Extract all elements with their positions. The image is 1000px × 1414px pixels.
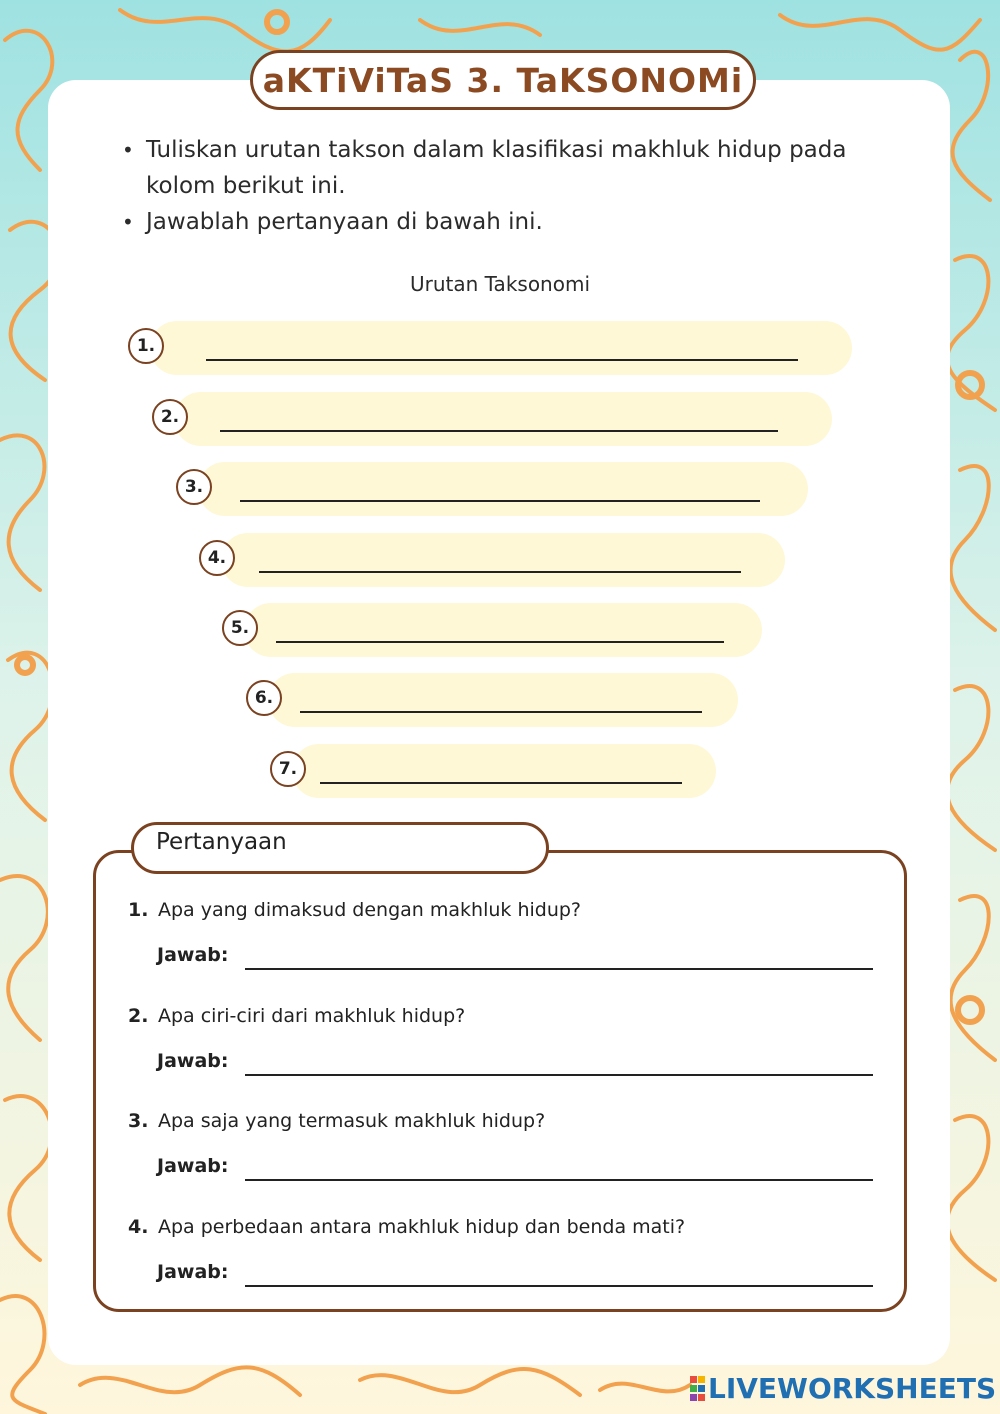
answer-line: [300, 711, 702, 713]
taxonomy-answer-input[interactable]: [300, 681, 706, 713]
answer-line: [320, 782, 682, 784]
question-number: 2.: [128, 1005, 149, 1027]
taxonomy-answer-input[interactable]: [320, 752, 686, 784]
taxonomy-row: [176, 462, 808, 516]
answer-line: [276, 641, 724, 643]
instruction-item: • Jawablah pertanyaan di bawah ini.: [118, 204, 878, 240]
question-text: Apa saja yang termasuk makhluk hidup?: [158, 1110, 546, 1132]
answer-label: Jawab:: [157, 1050, 229, 1072]
taxonomy-answer-input[interactable]: [276, 611, 728, 643]
taxonomy-number: 1.: [128, 328, 164, 364]
answer-label: Jawab:: [157, 944, 229, 966]
taxonomy-number: 4.: [199, 540, 235, 576]
taxonomy-title: Urutan Taksonomi: [409, 272, 591, 296]
question-item: [128, 899, 581, 921]
answer-line: [240, 500, 760, 502]
question-item: [128, 1005, 465, 1027]
instruction-list: [118, 132, 878, 240]
question-number: 3.: [128, 1110, 149, 1132]
taxonomy-answer-input[interactable]: [206, 329, 802, 361]
answer-line: [245, 1179, 873, 1181]
taxonomy-row: [152, 392, 832, 446]
answer-line: [245, 1285, 873, 1287]
answer-input-2[interactable]: [245, 1044, 877, 1076]
question-text: Apa yang dimaksud dengan makhluk hidup?: [158, 899, 582, 921]
taxonomy-number: 6.: [246, 680, 282, 716]
taxonomy-row: [199, 533, 785, 587]
instruction-item: • Tuliskan urutan takson dalam klasifikasi makhluk hidup pada kolom berikut ini.: [118, 132, 878, 204]
taxonomy-row: [222, 603, 762, 657]
answer-input-3[interactable]: [245, 1149, 877, 1181]
question-item: [128, 1110, 545, 1132]
answer-line: [220, 430, 778, 432]
answer-input-4[interactable]: [245, 1255, 877, 1287]
answer-label: Jawab:: [157, 1155, 229, 1177]
taxonomy-number: 5.: [222, 610, 258, 646]
answer-line: [206, 359, 798, 361]
taxonomy-answer-input[interactable]: [259, 541, 745, 573]
answer-line: [259, 571, 741, 573]
answer-label: Jawab:: [157, 1261, 229, 1283]
answer-input-1[interactable]: [245, 938, 877, 970]
taxonomy-row: [270, 744, 716, 798]
liveworksheets-logo[interactable]: [690, 1372, 996, 1405]
taxonomy-row: [246, 673, 738, 727]
liveworksheets-brand: LIVEWORKSHEETS: [708, 1372, 997, 1405]
taxonomy-row: [128, 321, 852, 375]
question-text: Apa perbedaan antara makhluk hidup dan benda mati?: [158, 1216, 686, 1238]
question-item: [128, 1216, 685, 1238]
answer-line: [245, 1074, 873, 1076]
taxonomy-number: 7.: [270, 751, 306, 787]
answer-line: [245, 968, 873, 970]
taxonomy-answer-input[interactable]: [220, 400, 782, 432]
question-text: Apa ciri-ciri dari makhluk hidup?: [158, 1005, 466, 1027]
liveworksheets-logo-icon: [690, 1376, 706, 1402]
question-number: 1.: [128, 899, 149, 921]
questions-title: Pertanyaan: [156, 829, 287, 855]
page-title: aKTiViTaS 3. TaKSONOMi: [262, 60, 744, 100]
taxonomy-number: 3.: [176, 469, 212, 505]
taxonomy-answer-input[interactable]: [240, 470, 764, 502]
title-banner: [250, 50, 756, 110]
question-number: 4.: [128, 1216, 149, 1238]
taxonomy-number: 2.: [152, 399, 188, 435]
